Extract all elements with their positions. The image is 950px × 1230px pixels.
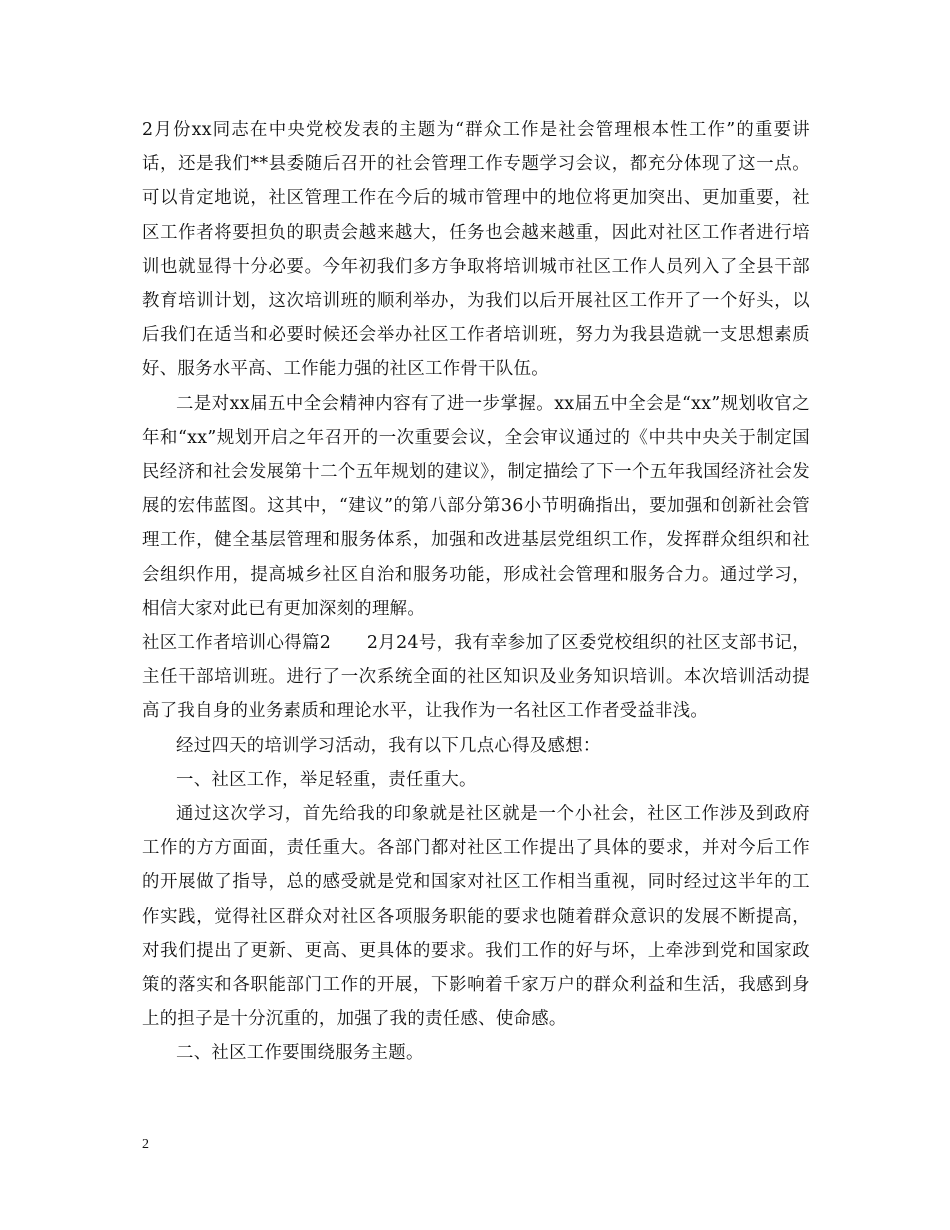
page-number: 2	[142, 1137, 149, 1152]
section-gap	[331, 633, 367, 653]
paragraph-2: 二是对xx届五中全会精神内容有了进一步掌握。xx届五中全会是“xx”规划收官之年和“xx”规划开启之年召开的一次重要会议，全会审议通过的《中共中央关于制定国民经济和社会发展第十二个五年规划的建议》，制定描绘了下一个五年我国经济社会发展的宏伟蓝图。这其中，“建议”的第八部分第36小节明确指出，要加强和创新社会管理工作，健全基层管理和服务体系，加强和改进基层党组织工作，发挥群众组织和社会组织作用，提高城乡社区自治和服务功能，形成社会管理和服务合力。通过学习，相信大家对此已有更加深刻的理解。	[142, 393, 810, 619]
paragraph-7: 二、社区工作要围绕服务主题。	[176, 1043, 424, 1064]
paragraph-3	[142, 626, 810, 729]
paragraph-6: 通过这次学习，首先给我的印象就是社区就是一个小社会，社区工作涉及到政府工作的方方面面，责任重大。各部门都对社区工作提出了具体的要求，并对今后工作的开展做了指导，总的感受就是党和国家对社区工作相当重视，同时经过这半年的工作实践，觉得社区群众对社区各项服务职能的要求也随着群众意识的发展不断提高，对我们提出了更新、更高、更具体的要求。我们工作的好与坏，上牵涉到党和国家政策的落实和各职能部门工作的开展，下影响着千家万户的群众利益和生活，我感到身上的担子是十分沉重的，加强了我的责任感、使命感。	[142, 804, 810, 1030]
document-body	[142, 113, 810, 1071]
paragraph-5: 一、社区工作，举足轻重，责任重大。	[176, 769, 477, 790]
paragraph-4: 经过四天的培训学习活动，我有以下几点心得及感想：	[176, 735, 601, 756]
section-heading: 社区工作者培训心得篇2	[142, 633, 332, 654]
paragraph-1: 2月份xx同志在中央党校发表的主题为“群众工作是社会管理根本性工作”的重要讲话，还是我们**县委随后召开的社会管理工作专题学习会议，都充分体现了这一点。可以肯定地说，社区管理工作在今后的城市管理中的地位将更加突出、更加重要，社区工作者将要担负的职责会越来越大，任务也会越来越重，因此对社区工作者进行培训也就显得十分必要。今年初我们多方争取将培训城市社区工作人员列入了全县干部教育培训计划，这次培训班的顺利举办，为我们以后开展社区工作开了一个好头，以后我们在适当和必要时候还会举办社区工作者培训班，努力为我县造就一支思想素质好、服务水平高、工作能力强的社区工作骨干队伍。	[142, 120, 810, 380]
paragraph-3-text: 2月24号，我有幸参加了区委党校组织的社区支部书记，主任干部培训班。进行了一次系统全面的社区知识及业务知识培训。本次培训活动提高了我自身的业务素质和理论水平，让我作为一名社区工作者受益非浅。	[142, 633, 810, 722]
